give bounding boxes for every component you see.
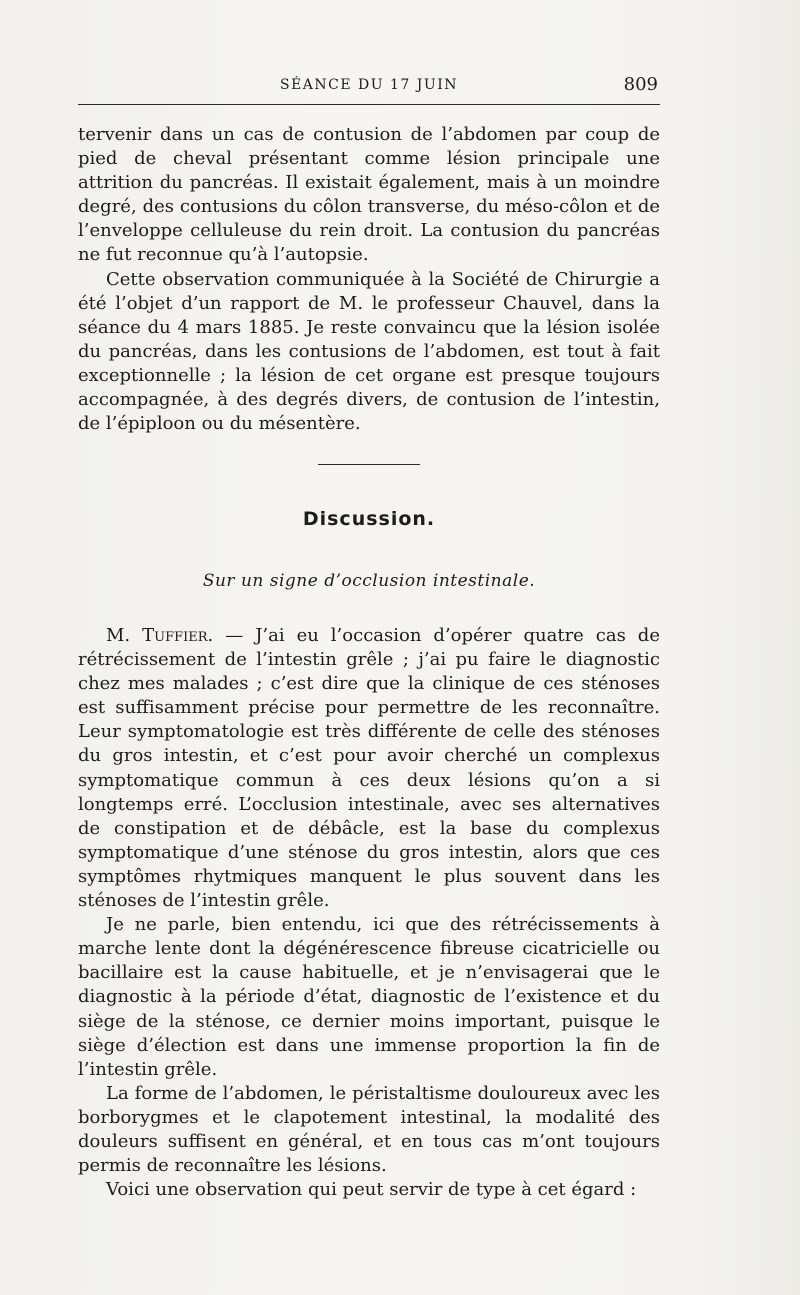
intro-paragraph-1: tervenir dans un cas de contusion de l’abdomen par coup de pied de cheval présentant comme lésion principale une attrition du pancréas. Il existait également, mais à un moindre degré, des contusions du côlon transverse, du méso-côlon et de l’enveloppe celluleuse du rein droit. La contusion du pancréas ne fut reconnue qu’à l’autopsie. bbox=[78, 124, 660, 266]
speaker-name: Tuffier bbox=[142, 625, 208, 646]
discussion-paragraph-4: Voici une observation qui peut servir de type à cet égard : bbox=[106, 1179, 637, 1201]
speaker-prefix: M. bbox=[106, 625, 131, 646]
discussion-paragraph-2: Je ne parle, bien entendu, ici que des rétrécissements à marche lente dont la dégénérescence fibreuse cicatricielle ou bacillaire est la cause habituelle, et je n’envisagerai que le diagnostic à la période d’état, diagnostic de l’existence et du siège de la sténose, ce dernier moins important, puisque le siège d’élection est dans une immense proportion la fin de l’intestin grêle. bbox=[78, 914, 660, 1080]
intro-text bbox=[78, 123, 660, 436]
intro-paragraph-2: Cette observation communiquée à la Société de Chirurgie a été l’objet d’un rapport de M. le professeur Chauvel, dans la séance du 4 mars 1885. Je reste convaincu que la lésion isolée du pancréas, dans les contusions de l’abdomen, est tout à fait exceptionnelle ; la lésion de cet organe est presque toujours accompagnée, à des degrés divers, de contusion de l’intestin, de l’épiploon ou du mésentère. bbox=[78, 268, 660, 435]
section-divider bbox=[318, 464, 420, 465]
discussion-paragraph-1-text: . — J’ai eu l’occasion d’opérer quatre cas de rétrécissement de l’intestin grêle ; j’ai pu faire le diagnostic chez mes malades ; c’est dire que la clinique de ces sténoses est suffisamment précise pour permettre de les reconnaître. Leur symptomatologie est très différente de celle des sténoses du gros intestin, et c’est pour avoir cherché un complexus symptomatique commun à ces deux lésions qu’on a si longtemps erré. L’occlusion intestinale, avec ses alternatives de constipation et de débâcle, est la base du complexus symptomatique d’une sténose du gros intestin, alors que ces symptômes rhytmiques manquent le plus souvent dans les sténoses de l’intestin grêle. bbox=[78, 625, 660, 912]
page-number: 809 bbox=[623, 74, 658, 95]
discussion-paragraph-3: La forme de l’abdomen, le péristaltisme douloureux avec les borborygmes et le clapotement intestinal, la modalité des douleurs suffisent en général, et en tous cas m’ont toujours permis de reconnaître les lésions. bbox=[78, 1082, 660, 1177]
discussion-paragraph-1 bbox=[78, 624, 660, 913]
header-rule bbox=[78, 104, 660, 105]
running-head bbox=[78, 72, 660, 100]
section-subtitle: Sur un signe d’occlusion intestinale. bbox=[202, 571, 536, 591]
discussion-text bbox=[78, 624, 660, 1202]
section-title: Discussion. bbox=[302, 508, 436, 530]
running-title: SÉANCE DU 17 JUIN bbox=[280, 77, 458, 93]
